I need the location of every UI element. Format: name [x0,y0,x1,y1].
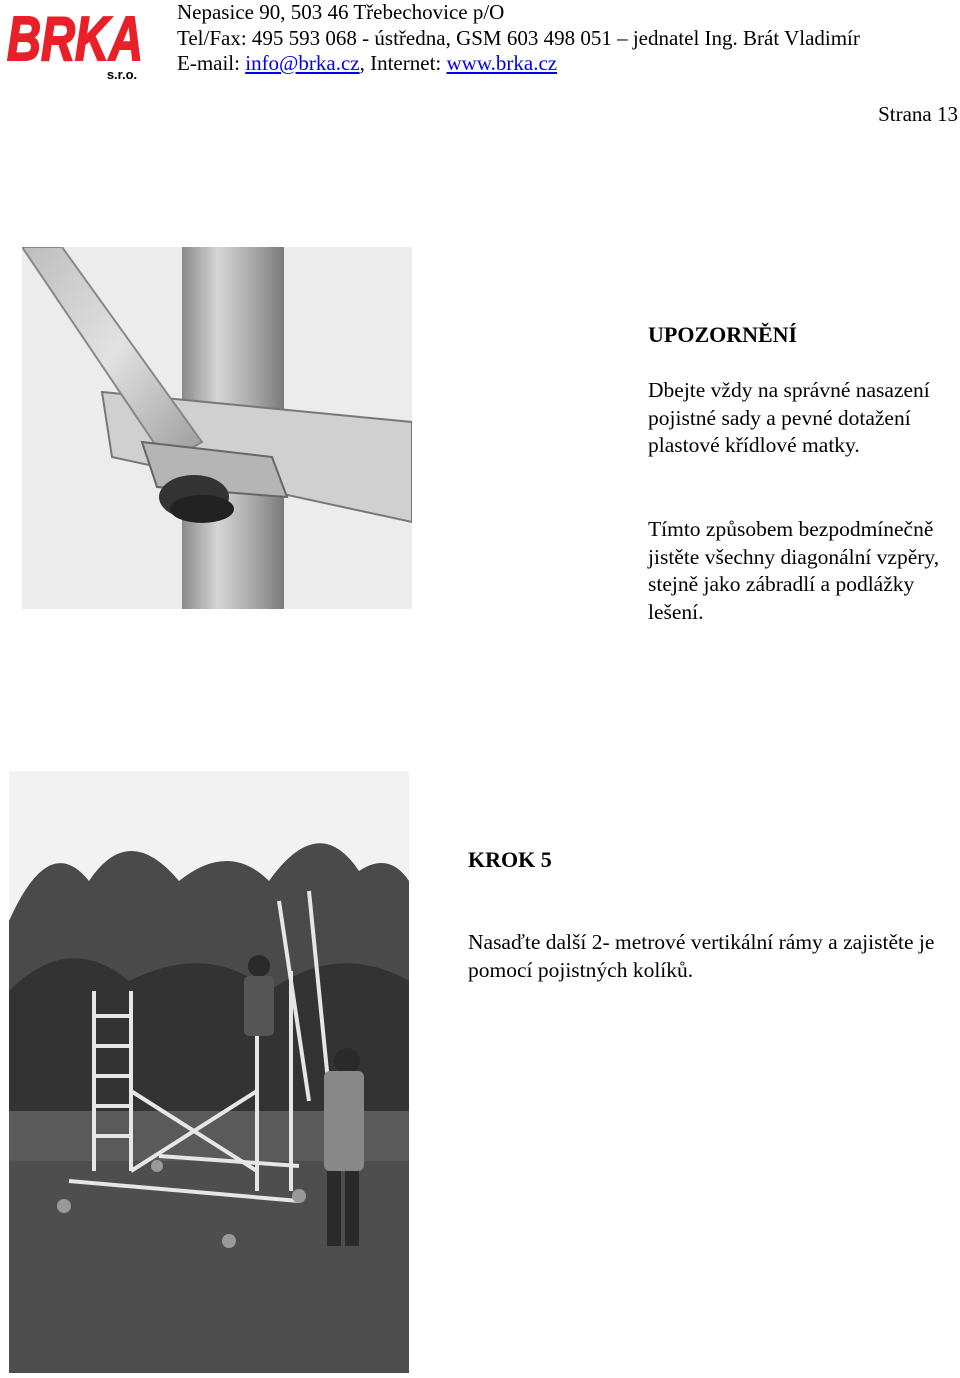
company-logo [4,2,146,82]
step-title: KROK 5 [468,847,552,872]
header-phone: Tel/Fax: 495 593 068 - ústředna, GSM 603 498 051 – jednatel Ing. Brát Vladimír [177,25,860,50]
internet-label: , Internet: [359,51,447,75]
website-link[interactable]: www.brka.cz [446,51,558,75]
logo-suffix: s.r.o. [106,67,138,82]
clamp-photo [22,247,412,609]
email-link[interactable]: info@brka.cz [245,51,360,75]
scaffold-photo [9,771,409,1373]
warning-title: UPOZORNĚNÍ [648,322,798,347]
email-label: E-mail: [177,51,246,75]
logo-text: BRKA [7,5,143,74]
header-web-line [177,51,860,77]
step-text: Nasaďte další 2- metrové vertikální rámy a zajistěte je pomocí pojistných kolíků. [468,930,935,982]
header-contact [177,0,860,77]
page-number: Strana 13 [878,102,958,126]
warning-paragraph-1: Dbejte vždy na správné nasazení pojistné sady a pevné dotažení plastové křídlové matky. [648,378,930,458]
header-address: Nepasice 90, 503 46 Třebechovice p/O [177,0,505,24]
warning-paragraph-2: Tímto způsobem bezpodmínečně jistěte všechny diagonální vzpěry, stejně jako zábradlí a podlážky lešení. [648,517,940,624]
